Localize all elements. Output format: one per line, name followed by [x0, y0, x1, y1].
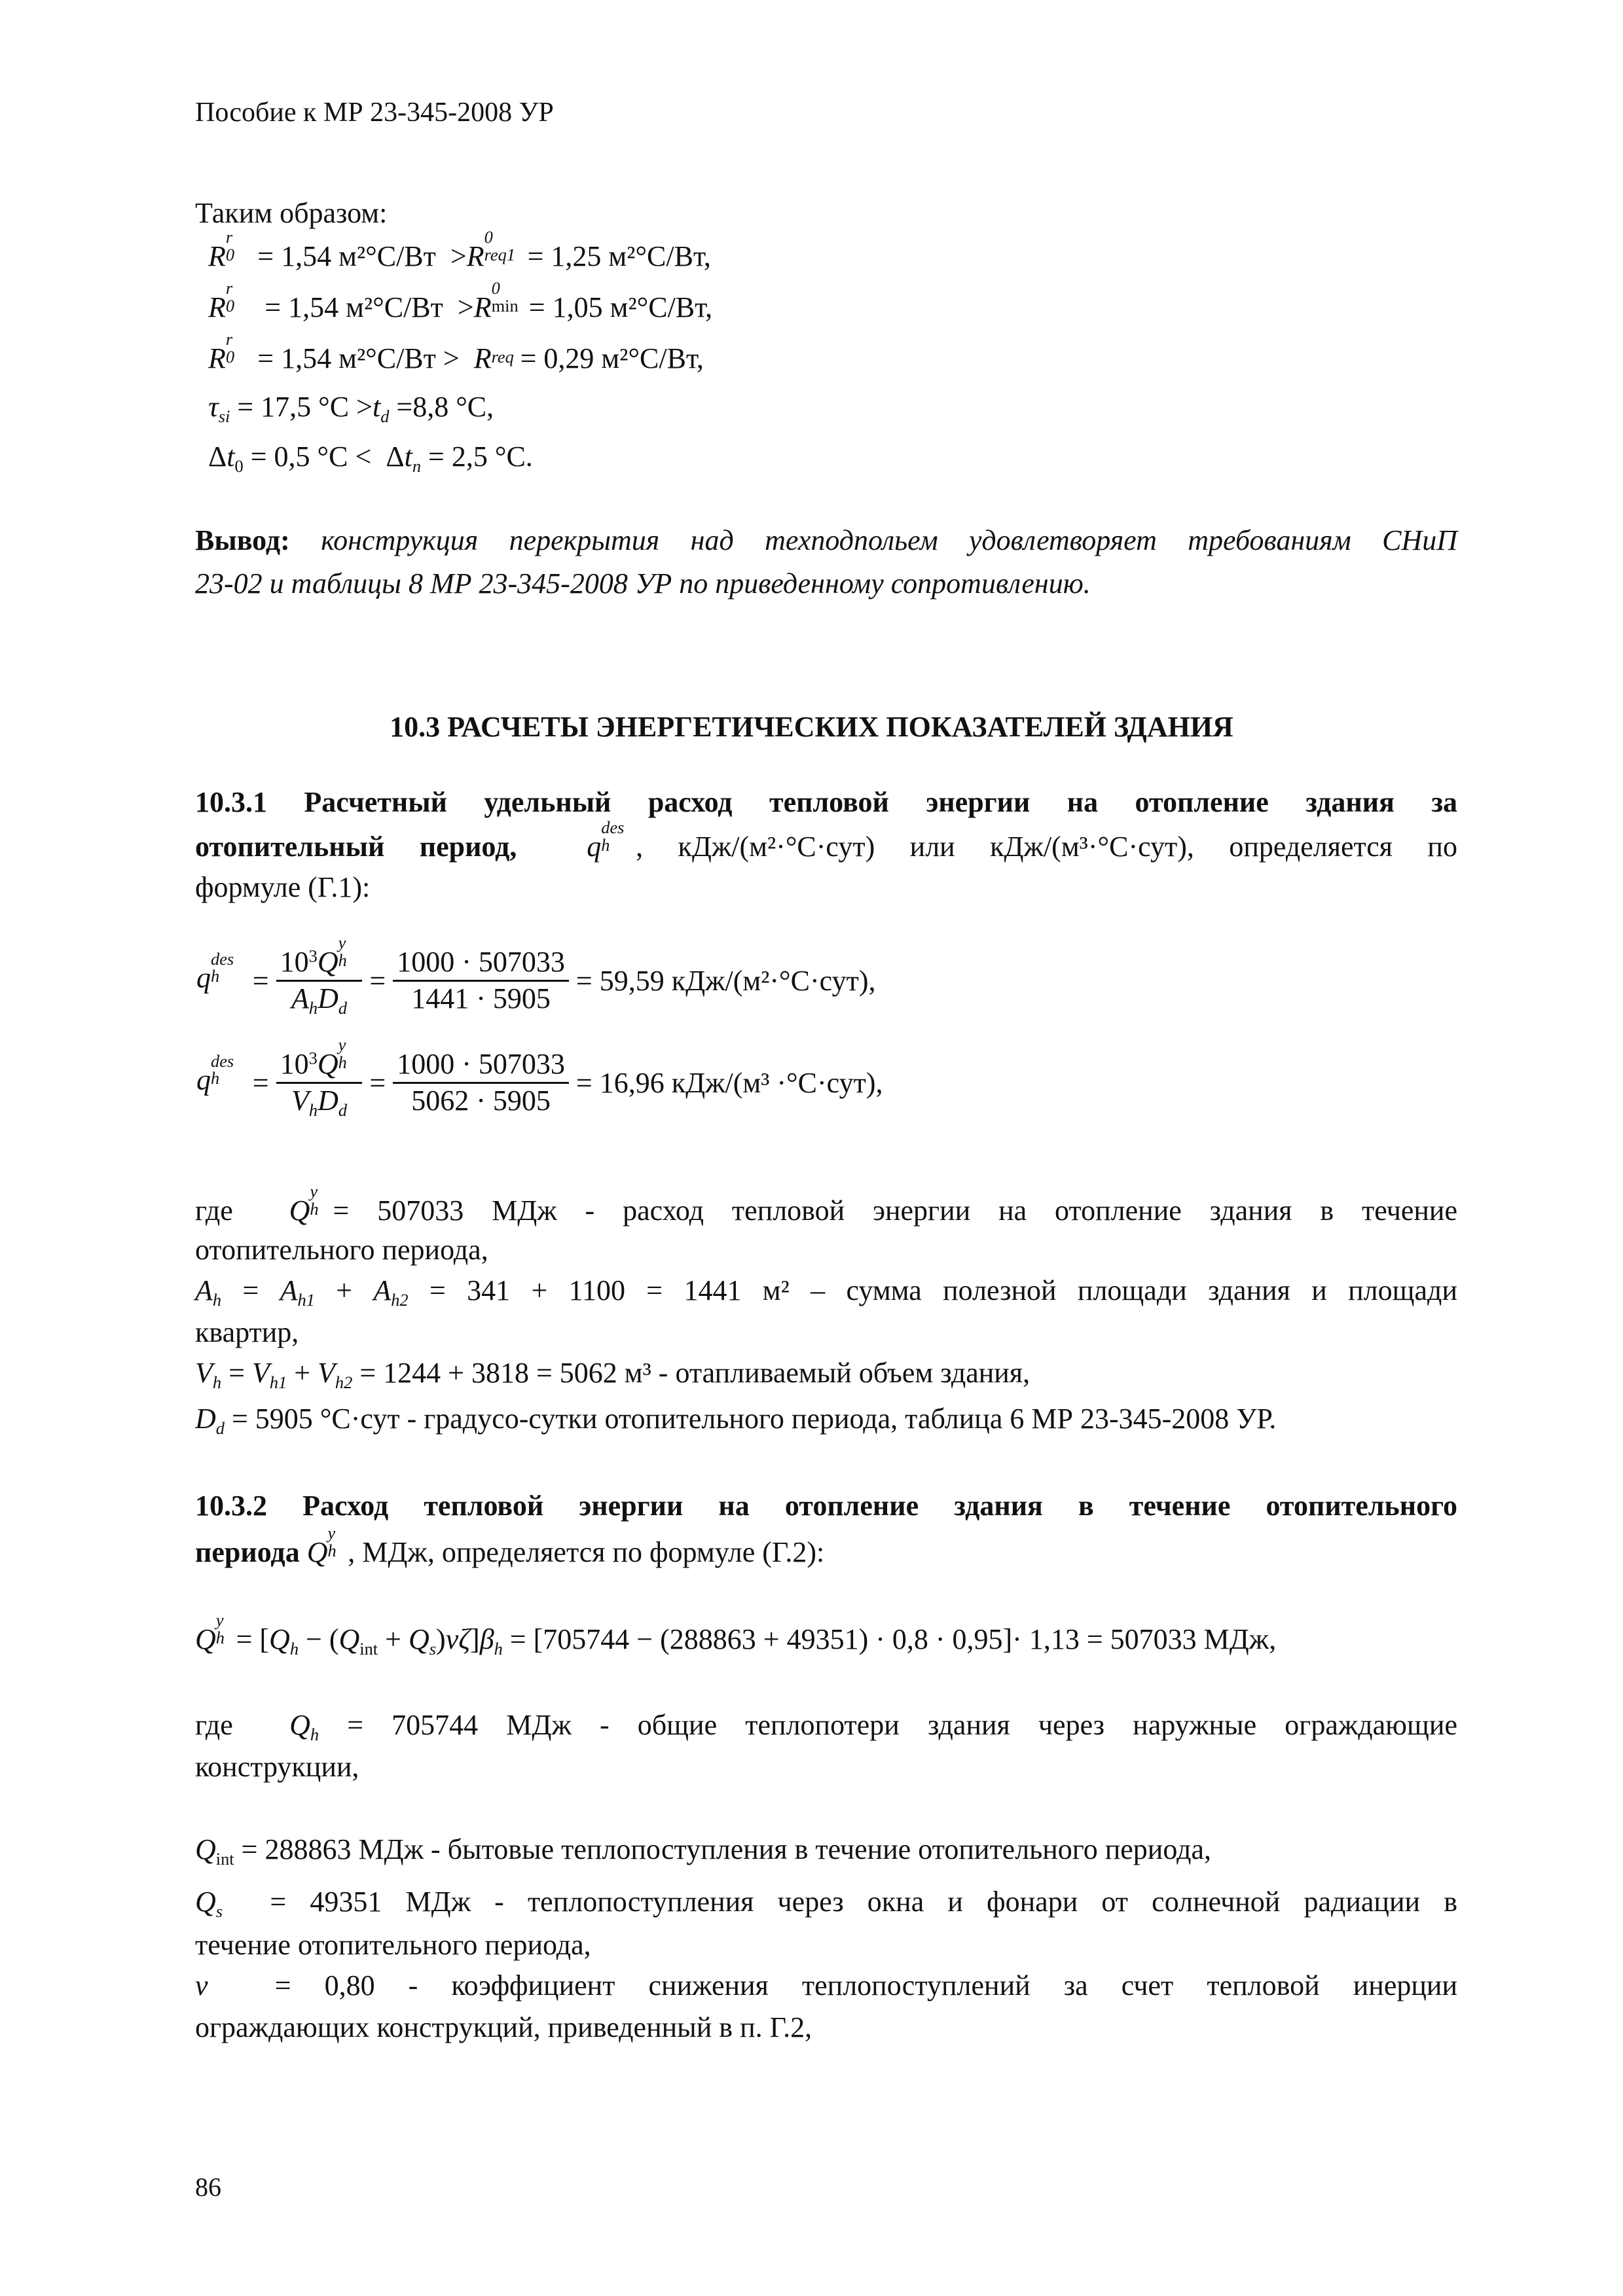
qh-def-text: = 705744 МДж - общие теплопотери здания через наружные ограждающие [347, 1709, 1457, 1741]
eq1-symbolic-fraction: $10^3Q$ y h $A_hD_d$ [276, 942, 363, 1019]
eq1-denominator: 1441 · 5905 [411, 982, 551, 1014]
s1031-line1: 10.3.1 Расчетный удельный расход тепловой энергии на отопление здания за [195, 786, 1457, 818]
where-qh-line2: отопительного периода, [195, 1234, 488, 1266]
conclusion-text-2: 23-02 и таблицы 8 МР 23-345-2008 УР по приведенному сопротивлению. [195, 567, 1091, 600]
summary-r1: R r 0 = 1,54 м²°С/Вт >R 0 req1 = 1,25 м²°С/Вт, [208, 227, 711, 272]
where-qh-line1: где Q y h = 507033 МДж - расход тепловой энергии на отопление здания в течение [195, 1181, 1457, 1227]
vh-line: $V_h = V_{h1} + V_{h2} = 1244 + 3818 = 5062$ м³ - отапливаемый объем здания, [195, 1357, 1030, 1393]
dt-right: = 2,5 °С. [428, 440, 533, 473]
conclusion-label: Вывод: [195, 524, 290, 556]
eq2-denominator: 5062 · 5905 [411, 1084, 551, 1117]
ah-expr: = 341 + 1100 = 1441 м² – сумма полезной площади здания и площади [429, 1274, 1457, 1306]
equation-2: q des h = $10^3Q$ y h $V_hD_d$ = $\frac{1000 \cdot 507033}{5062 \cdot 5905}$ = 16,96 кДж/(м³ ·°С·сут), [196, 1035, 883, 1121]
qint-def-line: $Q_{int} = 288863$ МДж - бытовые теплопоступления в течение отопительного периода, [195, 1833, 1212, 1869]
conclusion-line2 [195, 567, 1091, 600]
r2-left: = 1,54 м²°С/Вт [264, 291, 443, 323]
where-qh-text: = 507033 МДж - расход тепловой энергии на отопление здания в течение [333, 1194, 1457, 1227]
page-number: 86 [195, 2172, 221, 2202]
r3-right: = 0,29 м²°С/Вт, [520, 342, 704, 374]
eq2-symbolic-fraction: $10^3Q$ y h $V_hD_d$ [276, 1045, 363, 1121]
conclusion-text-1: конструкция перекрытия над техподпольем удовлетворяет требованиям СНиП [321, 524, 1457, 556]
vh-expr: = 1244 + 3818 = 5062 м³ - отапливаемый объем здания, [359, 1357, 1030, 1389]
qh-def-line2: конструкции, [195, 1751, 359, 1783]
eq2-result: = 16,96 кДж/(м³ ·°С·сут), [575, 1066, 883, 1099]
summary-tau: $\tau_{si} = 17,5$ $^\circ С >t_d =8,8$ °С, [208, 391, 494, 427]
summary-r2: R r 0 = 1,54 м²°С/Вт >R 0 min = 1,05 м²°С/Вт, [208, 278, 713, 323]
s1031-line2-bold: отопительный период, [195, 831, 517, 863]
qh-def-line1: где $Q_h = 705744$ МДж - общие теплопотери здания через наружные ограждающие [195, 1709, 1457, 1745]
g2-rhs: = [705744 − (288863 + 49351) · 0,8 · 0,95]· 1,13 = 507033 МДж, [509, 1623, 1277, 1655]
qint-def-text: = 288863 МДж - бытовые теплопоступления в течение отопительного периода, [241, 1833, 1212, 1865]
eq2-numerator: 1000 · 507033 [393, 1047, 569, 1084]
dd-line: $D_d = 5905$ °С·сут - градусо-сутки отопительного периода, таблица 6 МР 23-345-2008 УР. [195, 1403, 1277, 1439]
qs-def-text: = 49351 МДж - теплопоступления через окна и фонари от солнечной радиации в [270, 1886, 1457, 1918]
s1032-line2: периода Q y h , МДж, определяется по формуле (Г.2): [195, 1523, 825, 1568]
equation-1: q des h = $10^3Q$ y h $A_hD_d$ = $\frac{1000 \cdot 507033}{1441 \cdot 5905}$ = 59,59 кДж/(м²·°С·сут), [196, 933, 876, 1018]
qs-def-line1: $Q_s = 49351$ МДж - теплопоступления через окна и фонари от солнечной радиации в [195, 1886, 1457, 1922]
r3-left: = 1,54 м²°С/Вт [257, 342, 436, 374]
ah-line2: квартир, [195, 1316, 299, 1348]
summary-r3: R r 0 = 1,54 м²°С/Вт > R req = 0,29 м²°С/Вт, [208, 329, 704, 374]
tau-left: = 17,5 °С [237, 391, 350, 423]
qs-def-line2: течение отопительного периода, [195, 1929, 591, 1961]
dt-left: = 0,5 °С [250, 440, 348, 473]
r1-left: = 1,54 м²°С/Вт [257, 240, 436, 272]
nu-def-text: = 0,80 - коэффициент снижения теплопоступлений за счет тепловой инерции [274, 1969, 1457, 2001]
running-header: Пособие к МР 23-345-2008 УР [195, 98, 554, 128]
s1032-line2-rest: , МДж, определяется по формуле (Г.2): [348, 1536, 825, 1568]
conclusion-line1 [195, 524, 1457, 557]
s1032-line2-bold: периода [195, 1536, 300, 1568]
eq1-result: = 59,59 кДж/(м²·°С·сут), [575, 964, 876, 997]
section-title: 10.3 РАСЧЕТЫ ЭНЕРГЕТИЧЕСКИХ ПОКАЗАТЕЛЕЙ ЗДАНИЯ [390, 711, 1233, 743]
equation-g2: Q y h = $[Q_h - (Q_{int} + Q_s)\nu\zeta]\beta_h = [705744 - (288863 + 49351) \cdot 0,8 \cdot 0,95]\cdot 1,13 = 507033$ МДж, [195, 1610, 1277, 1659]
dd-expr: = 5905 °С·сут - градусо-сутки отопительного периода, таблица 6 МР 23-345-2008 УР. [231, 1403, 1277, 1435]
tau-right: =8,8 °С, [396, 391, 494, 423]
s1031-line3: формуле (Г.1): [195, 871, 371, 903]
eq1-numeric-fraction [393, 945, 569, 1016]
where-label: где [195, 1194, 233, 1227]
s1032-line1: 10.3.2 Расход тепловой энергии на отопление здания в течение отопительного [195, 1490, 1457, 1522]
r1-right: = 1,25 м²°С/Вт, [527, 240, 711, 272]
s1031-line2: отопительный период, q des h , кДж/(м²·°С·сут) или кДж/(м³·°С·сут), определяется по [195, 817, 1457, 863]
ah-line1: $A_h = A_{h1} + A_{h2} = 341 + 1100 = 1441$ м² – сумма полезной площади здания и площади [195, 1274, 1457, 1310]
r2-right: = 1,05 м²°С/Вт, [528, 291, 713, 323]
summary-intro: Таким образом: [195, 197, 388, 229]
summary-dt: $\Delta t_0 = 0,5$ $^\circ С < \Delta t_n = 2,5$ °С. [208, 440, 533, 476]
nu-def-line2: ограждающих конструкций, приведенный в п. Г.2, [195, 2011, 812, 2043]
nu-def-line1: ν = 0,80 - коэффициент снижения теплопоступлений за счет тепловой инерции [195, 1969, 1457, 2001]
eq2-numeric-fraction [393, 1047, 569, 1119]
s1031-line2-rest: , кДж/(м²·°С·сут) или кДж/(м³·°С·сут), определяется по [636, 831, 1457, 863]
eq1-numerator: 1000 · 507033 [393, 945, 569, 982]
